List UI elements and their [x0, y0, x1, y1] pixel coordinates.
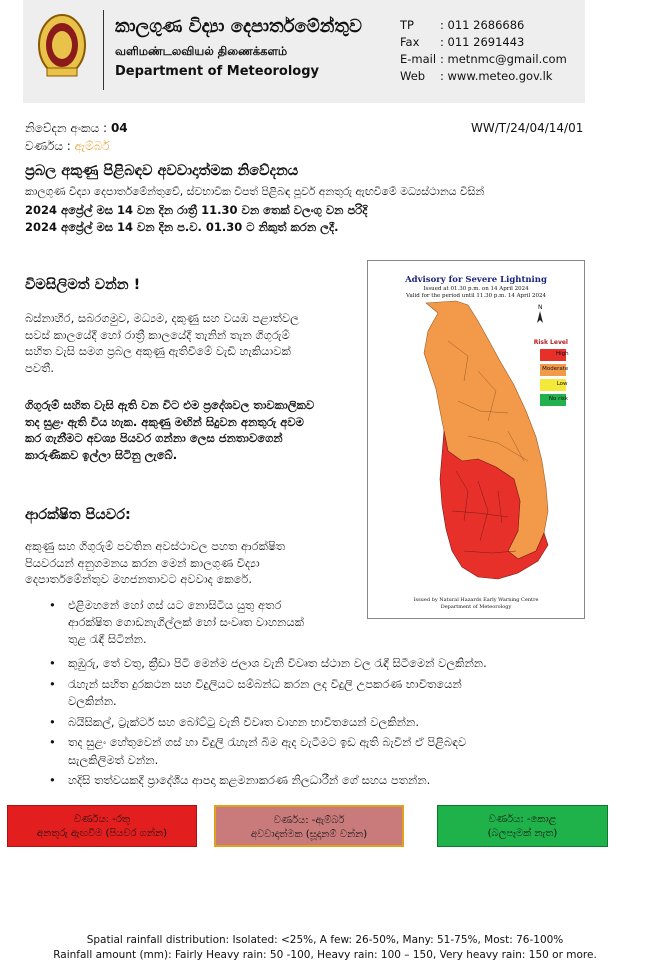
text-line: කර ගැනීමට අවශ්‍ය පියවර ගන්නා ලෙස ජනතාවගෙන්	[25, 431, 283, 445]
level-colour-label: වර්ණය: -රතු	[74, 814, 130, 825]
text-line: බස්නාහිර, සබරගමුව, මධ්‍යම, දකුණු සහ වයඹ පළාත්වල	[25, 311, 299, 325]
level-description: අනතුරු ඇඟවීම (පියවර ගන්න)	[36, 828, 168, 839]
footer-rainfall-distribution: Spatial rainfall distribution: Isolated: <25%, A few: 26-50%, Many: 51-75%, Most: 76-100%	[86, 934, 564, 946]
text-line: සහිත වැසි සමග ප්‍රබල අකුණු ඇතිවීමේ වැඩි හැකියාවක්	[25, 344, 291, 358]
level-box-green	[437, 805, 608, 847]
department-name-english: Department of Meteorology	[115, 64, 320, 79]
north-arrow-icon	[537, 311, 543, 323]
bullet-icon: •	[49, 735, 56, 749]
precautions-heading: ආරක්ෂිත පියවර:	[25, 507, 131, 523]
precautions-list-top	[49, 597, 369, 648]
text-line: කුඹුරු, තේ වතු, ක්‍රීඩා පිටි මෙන්ම ජලාශ වැනි විවෘත ස්ථාන වල රැඳී සිටීමෙන් වලකින්න.	[68, 656, 487, 670]
bullet-icon: •	[49, 656, 56, 670]
map-credit-1: Issued by Natural Hazards Early Warning Centre	[413, 597, 539, 603]
reference-code: WW/T/24/04/14/01	[471, 121, 584, 135]
legend-title: Risk Level	[533, 339, 568, 346]
contact-row-web	[400, 68, 567, 85]
national-emblem-icon	[37, 12, 87, 82]
bullet-icon: •	[49, 598, 56, 612]
contact-block	[400, 17, 567, 85]
notice-colour-value: ඇම්බර්	[74, 139, 110, 153]
footer-rainfall-amount: Rainfall amount (mm): Fairly Heavy rain: 50 -100, Heavy rain: 100 – 150, Very heavy rain: 150 or more.	[53, 949, 597, 961]
contact-key: Web	[400, 69, 426, 83]
contact-key: E-mail	[400, 52, 437, 66]
department-name-tamil: வளிமண்டலவியல் திணைக்களம்	[115, 44, 288, 58]
contact-key: Fax	[400, 35, 420, 49]
list-item	[49, 655, 609, 673]
department-name-sinhala: කාලගුණ විද්‍යා දෙපාර්තමේන්තුව	[115, 16, 362, 37]
letterhead	[23, 0, 585, 103]
contact-value: : metnmc@gmail.com	[440, 52, 567, 66]
text-line: වලකින්න.	[68, 694, 117, 708]
notice-number-value: 04	[110, 121, 128, 135]
map-valid: Valid for the period until 11.30 p.m. 14 April 2024	[406, 293, 546, 299]
map-issued: Issued at 01.30 p.m. on 14 April 2024	[423, 286, 529, 292]
legend-label-moderate: Moderate	[542, 366, 569, 372]
level-colour-label: වර්ණය: -ඇම්බර්	[273, 815, 345, 826]
notice-line2: 2024 අප්‍රේල් මස 14 වන දින රාත්‍රී 11.30 වන තෙක් වලංගු වන පරිදි	[25, 203, 368, 217]
map-credit-2: Department of Meteorology	[440, 604, 512, 610]
contact-key: TP	[400, 18, 414, 32]
legend-label-no-risk: No risk	[548, 396, 568, 402]
text-line: සැලකිලිමත් වන්න.	[68, 752, 159, 767]
text-line: කාරුණිකව ඉල්ලා සිටිනු ලැබේ.	[25, 447, 178, 462]
header-divider	[103, 10, 104, 90]
list-item	[49, 734, 609, 769]
contact-row-email	[400, 51, 567, 68]
level-description: අවවාදාත්මක (සූදානම් වන්න)	[250, 829, 368, 840]
notice-number-label: නිවේදන අංකය :	[25, 121, 108, 135]
contact-row-tp	[400, 17, 567, 34]
level-box-amber	[214, 805, 404, 847]
notice-colour	[25, 139, 110, 154]
text-line: තද සුළං ඇති විය හැක. අකුණු මඟින් සිදුවන අනතුරු අවම	[25, 414, 304, 429]
text-line: රැහැන් සහිත දුරකථන සහ විදුලියට සම්බන්ධ කරන ලද විදුලි උපකරණ භාවිතයෙන්	[68, 676, 462, 691]
list-item	[49, 714, 609, 732]
bullet-icon: •	[49, 676, 56, 691]
lightning-advisory-map	[367, 260, 585, 619]
map-title: Advisory for Severe Lightning	[405, 275, 547, 285]
notice-line1: කාලගුණ විද්‍යා දෙපාර්තමේන්තුවේ, ස්වභාවික විපත් පිළිබඳ පූර්ව අනතුරු ඇඟවීමේ මධ්‍යස්ථානය විසින්	[25, 185, 485, 198]
text-line: එළිමහනේ හෝ ගස් යට නොසිටිය යුතු අතර	[68, 598, 282, 612]
list-item	[49, 676, 609, 711]
contact-value: : 011 2691443	[440, 35, 525, 49]
notice-number	[25, 121, 128, 136]
contact-row-fax	[400, 34, 567, 51]
legend-label-low: Low	[556, 381, 568, 387]
text-line: තුළ රැඳී සිටින්න.	[68, 632, 147, 646]
text-line: පියවරයන් අනුගමනය කරන මෙන් කාලගුණ විද්‍යා	[25, 555, 260, 570]
alert-paragraph-2	[25, 397, 355, 463]
bullet-icon: •	[49, 714, 56, 729]
north-label: N	[538, 304, 543, 311]
notice-colour-label: වර්ණය :	[25, 139, 71, 153]
alert-paragraph-1	[25, 310, 355, 376]
text-line: දෙපාර්තමේන්තුව මහජනතාවට අවවාද කෙරේ.	[25, 572, 253, 586]
level-description: (බලපෑමක් නැත)	[487, 828, 558, 839]
text-line: හදිසි තත්වයකදී ප්‍රාදේශීය ආපදා කළමනාකරණ නිලධාරීන් ගේ සහය පතන්න.	[68, 773, 431, 787]
text-line: අකුණු සහ ගිගුරුම් පවතින අවස්ථාවල පහත ආරක්ෂිත	[25, 539, 286, 553]
precautions-intro	[25, 538, 355, 588]
list-item	[49, 772, 609, 790]
text-line: පවතී.	[25, 360, 55, 375]
notice-line3: 2024 අප්‍රේල් මස 14 වන දින ප.ව. 01.30 ට නිකුත් කරන ලදී.	[25, 220, 339, 234]
text-line: බයිසිකල්, ට්‍රැක්ටර් සහ බෝට්ටු වැනි විවෘත වාහන භාවිතයෙන් වලකින්න.	[68, 714, 419, 729]
level-box-red	[7, 805, 197, 847]
precautions-list	[49, 655, 609, 790]
alert-heading: විමසිලිමත් වන්න !	[25, 277, 141, 293]
text-line: ආරක්ෂිත ගොඩනැගිල්ලක් හෝ සංවෘත වාහනයක්	[68, 615, 304, 629]
list-item	[49, 597, 369, 648]
contact-value: : www.meteo.gov.lk	[440, 69, 553, 83]
bullet-icon: •	[49, 773, 56, 787]
sri-lanka-map	[368, 261, 584, 618]
legend-label-high: High	[555, 351, 569, 357]
level-colour-label: වර්ණය: -කොළ	[488, 814, 557, 825]
text-line: ගිගුරුම් සහිත වැසි ඇති වන විට එම ප්‍රදේශවල තාවකාලිකව	[25, 398, 315, 412]
text-line: තද සුළං හේතුවෙන් ගස් හා විදුලි රැහැන් බිම ඇද වැටීමට ඉඩ ඇති බැවින් ඒ පිළිබඳව	[68, 735, 467, 749]
notice-heading: ප්‍රබල අකුණු පිළිබඳව අවවාදාත්මක නිවේදනය	[25, 163, 299, 179]
contact-value: : 011 2686686	[440, 18, 525, 32]
text-line: සවස් කාලයේදී හෝ රාත්‍රී කාලයේදී තැනින් තැන ගිගුරුම්	[25, 327, 290, 342]
